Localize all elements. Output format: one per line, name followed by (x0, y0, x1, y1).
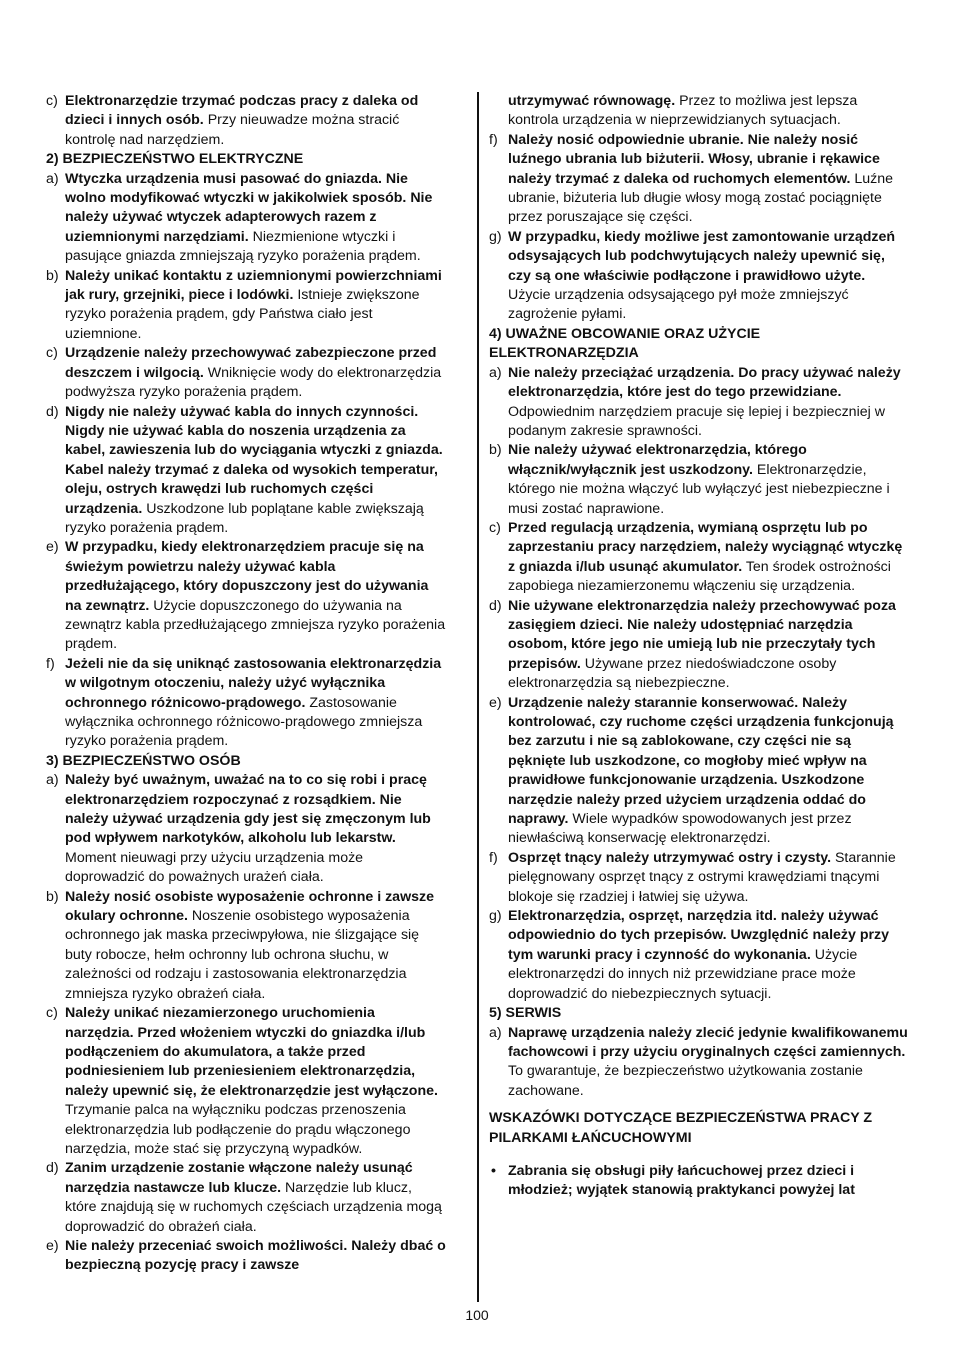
list-item (489, 849, 911, 907)
item-label: g) (489, 228, 502, 245)
item-bold-text: Urządzenie należy starannie konserwować. Należy kontrolować, czy ruchome części urządzenia funkcjonują bez zarzutu i nie są zablokowane, czy części nie są pęknięte lub uszkodzone, co mogłoby mieć wpływ na prawidłowe funkcjonowanie urządzenia. Uszkodzone narzędzie należy przed użyciem urządzenia oddać do naprawy. (508, 694, 894, 828)
bullet-item (489, 1162, 911, 1201)
item-label: e) (46, 539, 59, 556)
item-label: f) (489, 131, 498, 148)
list-item (489, 228, 911, 325)
item-label: c) (489, 519, 501, 536)
item-text: Przy nieuwadze można stracić kontrolę nad narzędziem. (65, 112, 400, 148)
item-bold-text: W przypadku, kiedy możliwe jest zamontowanie urządzeń odsysających lub podchwytujących należy upewnić się, czy są one właściwie podłączone i prawidłowo użyte. (508, 228, 896, 284)
list-item (489, 441, 911, 519)
item-bold-text: Osprzęt tnący należy utrzymywać ostry i czysty. (508, 849, 832, 866)
list-item (46, 538, 446, 654)
item-text: Odpowiednim narzędziem pracuje się lepiej i bezpieczniej w podanym zakresie sprawności. (508, 403, 885, 439)
item-label: c) (46, 93, 58, 109)
item-bold-text: W przypadku, kiedy elektronarzędziem pracuje się na świeżym powietrzu należy używać kabla przedłużającego, który dopuszczony jest do używania na zewnątrz. (65, 539, 429, 614)
item-label: f) (489, 849, 498, 866)
item-bold-text: utrzymywać równowagę. (508, 93, 676, 109)
list-item (489, 92, 911, 131)
item-label: b) (46, 267, 59, 284)
section-heading: 4) UWAŻNE OBCOWANIE ORAZ UŻYCIE ELEKTRONARZĘDZIA (489, 325, 761, 362)
item-label: a) (489, 1024, 502, 1041)
item-text: Narzędzie lub klucz, które znajdują się w ruchomych częściach urządzenia mogą doprowadzić do obrażeń ciała. (65, 1179, 442, 1235)
item-bold-text: Zabrania się obsługi piły łańcuchowej przez dzieci i młodzież; wyjątek stanowią praktykanci powyżej lat (508, 1162, 855, 1199)
item-text: Elektronarzędzie, którego nie można włączyć lub wyłączyć jest niebezpieczne i musi zostać naprawione. (508, 461, 890, 517)
list-item (46, 344, 446, 402)
list-item (46, 1159, 446, 1237)
item-text: Niezmienione wtyczki i pasujące gniazda zmniejszają ryzyko porażenia prądem. (65, 228, 421, 265)
item-label: d) (46, 403, 59, 420)
list-item (489, 694, 911, 849)
section-heading: 3) BEZPIECZEŃSTWO OSÓB (46, 752, 241, 769)
item-label: f) (46, 655, 55, 672)
item-text: Moment nieuwagi przy użyciu urządzenia może doprowadzić do poważnych urażeń ciała. (65, 849, 364, 886)
item-label: c) (46, 345, 58, 362)
list-item (46, 403, 446, 539)
item-bold-text: Zanim urządzenie zostanie włączone należy usunąć narzędzia nastawcze lub klucze. (65, 1160, 413, 1196)
item-label: • (491, 1162, 496, 1179)
section-heading: 5) SERWIS (489, 1005, 562, 1022)
list-item (46, 267, 446, 345)
item-label: b) (489, 442, 502, 459)
item-bold-text: Nigdy nie należy używać kabla do innych czynności. Nigdy nie używać kabla do noszenia urządzenia za kabel, zawieszenia lub do wyciągania wtyczki z gniazda. Kabel należy trzymać z daleka od wysokich temperatur, oleju, ostrych krawędzi lub ruchomych części urządzenia. (65, 403, 443, 517)
list-item (489, 907, 911, 1004)
item-bold-text: Przed regulacją urządzenia, wymianą osprzętu lub po zaprzestaniu pracy narzędziem, należy wyciągnąć wtyczkę z gniazda i/lub usunąć akumulator. (508, 519, 903, 575)
section-heading: WSKAZÓWKI DOTYCZĄCE BEZPIECZEŃSTWA PRACY Z PILARKAMI ŁAŃCUCHOWYMI (489, 1110, 873, 1146)
list-item (489, 1024, 911, 1102)
item-text: Luźne ubranie, biżuteria lub długie włosy mogą zostać pociągnięte przez poruszające się części. (508, 170, 894, 226)
list-item (46, 92, 446, 150)
item-bold-text: Urządzenie należy przechowywać zabezpieczone przed deszczem i wilgocią. (65, 345, 437, 381)
item-label: g) (489, 908, 502, 925)
column-divider (477, 92, 479, 1302)
page-number: 100 (465, 1307, 489, 1323)
item-label: c) (46, 1005, 58, 1022)
item-text: Przez to możliwa jest lepsza kontrola urządzenia w nieprzewidzianych sytuacjach. (508, 93, 858, 129)
item-text: Wiele wypadków spowodowanych jest przez niewłaściwą konserwację elektronarzędzi. (508, 811, 852, 847)
list-item (46, 1004, 446, 1159)
item-bold-text: Elektronarzędzia, osprzęt, narzędzia itd. należy używać odpowiednio do tych przepisów. Uwzględnić należy przy tym warunki pracy i czynność do wykonania. (508, 908, 889, 963)
item-bold-text: Nie używane elektronarzędzia należy przechowywać poza zasięgiem dzieci. Nie należy udostępniać narzędzia osobom, które jego nie umieją lub nie przeczytały tych przepisów. (508, 597, 896, 672)
item-label: a) (46, 170, 59, 187)
list-item (46, 888, 446, 1004)
item-label: e) (46, 1237, 59, 1254)
item-label: a) (489, 364, 502, 381)
list-item (46, 655, 446, 752)
item-text: Trzymanie palca na wyłączniku podczas przenoszenia elektronarzędzia lub podłączenie do prądu włączonego narzędzia, może stać się przyczyną wypadków. (65, 1102, 411, 1157)
section-heading: 2) BEZPIECZEŃSTWO ELEKTRYCZNE (46, 151, 304, 168)
item-text: Wniknięcie wody do elektronarzędzia podwyższa ryzyko porażenia prądem. (65, 364, 442, 401)
item-label: b) (46, 888, 59, 905)
item-text: Użycie dopuszczonego do używania na zewnątrz kabla przedłużającego zmniejsza ryzyko porażenia prądem. (65, 597, 446, 653)
item-text: Ten środek ostrożności zapobiega niezamierzonemu włączeniu się urządzenia. (508, 558, 891, 595)
left-column (46, 92, 446, 1276)
item-bold-text: Należy unikać kontaktu z uziemnionymi powierzchniami jak rury, grzejniki, piece i lodówki. (65, 267, 442, 304)
item-bold-text: Należy być uważnym, uważać na to co się robi i pracę elektronarzędziem rozpoczynać z rozsądkiem. Nie należy używać urządzenia gdy jest się zmęczonym lub pod wpływem narkotyków, alkoholu lub lekarstw. (65, 772, 431, 847)
item-text: Użycie elektronarzędzi do innych niż przewidziane prace może doprowadzić do niebezpiecznych sytuacji. (508, 946, 858, 1002)
list-item (489, 519, 911, 597)
right-column (489, 92, 911, 1201)
list-item (46, 771, 446, 887)
item-label: d) (489, 597, 502, 614)
list-item (46, 1237, 446, 1276)
list-item (489, 597, 911, 694)
item-text: Użycie urządzenia odsysającego pył może zmniejszyć zagrożenie pyłami. (508, 287, 849, 323)
item-text: To gwarantuje, że bezpieczeństwo użytkowania zostanie zachowane. (508, 1063, 863, 1099)
item-bold-text: Naprawę urządzenia należy zlecić jedynie kwalifikowanemu fachowcowi i przy użyciu oryginalnych części zamiennych. (508, 1024, 908, 1060)
item-text: Używane przez niedoświadczone osoby elektronarzędzia są niebezpieczne. (508, 655, 837, 692)
item-bold-text: Nie należy przeciążać urządzenia. Do pracy używać należy elektronarzędzia, które jest do tego przewidziane. (508, 364, 901, 401)
item-text: Noszenie osobistego wyposażenia ochronnego jak maska przeciwpyłowa, nie ślizgające się buty robocze, hełm ochronny lub ochrona słuchu, w zależności od rodzaju i zastosowania elektronarzędzia zmniejsza ryzyko obrażeń ciała. (65, 908, 420, 1002)
list-item (46, 170, 446, 267)
item-text: Zastosowanie wyłącznika ochronnego różnicowo-prądowego zmniejsza ryzyko porażenia prądem. (65, 694, 423, 750)
item-text: Istnieje zwiększone ryzyko porażenia prądem, gdy Państwa ciało jest uziemnione. (65, 287, 420, 342)
item-bold-text: Elektronarzędzie trzymać podczas pracy z daleka od dzieci i innych osób. (65, 93, 419, 129)
item-text: Uszkodzone lub poplątane kable zwiększają ryzyko porażenia prądem. (65, 500, 424, 536)
list-item (489, 131, 911, 228)
item-label: d) (46, 1160, 59, 1177)
item-bold-text: Wtyczka urządzenia musi pasować do gniazda. Nie wolno modyfikować wtyczki w jakikolwiek sposób. Nie należy używać wtyczek adapterowych razem z uziemnionymi narzędziami. (65, 170, 433, 245)
item-bold-text: Jeżeli nie da się uniknąć zastosowania elektronarzędzia w wilgotnym otoczeniu, należy użyć wyłącznika ochronnego różnicowo-prądowego. (65, 655, 442, 711)
list-item (489, 364, 911, 442)
item-bold-text: Należy unikać niezamierzonego uruchomienia narzędzia. Przed włożeniem wtyczki do gniazdka i/lub podłączeniem do akumulatora, a także przed podniesieniem lub przeniesieniem elektronarzędzia, należy upewnić się, że elektronarzędzie jest wyłączone. (65, 1005, 438, 1099)
item-text: Starannie pielęgnowany osprzęt tnący z ostrymi krawędziami tnącymi blokoje się rzadziej i łatwiej się używa. (508, 849, 896, 905)
item-label: e) (489, 694, 502, 711)
item-bold-text: Nie należy używać elektronarzędzia, którego włącznik/wyłącznik jest uszkodzony. (508, 442, 807, 478)
item-bold-text: Nie należy przeceniać swoich możliwości. Należy dbać o bezpieczną pozycję pracy i zawsze (65, 1237, 446, 1274)
item-label: a) (46, 772, 59, 789)
item-bold-text: Należy nosić osobiste wyposażenie ochronne i zawsze okulary ochronne. (65, 888, 434, 925)
item-bold-text: Należy nosić odpowiednie ubranie. Nie należy nosić luźnego ubrania lub biżuterii. Włosy, ubranie i rękawice należy trzymać z daleka od ruchomych elementów. (508, 131, 880, 187)
